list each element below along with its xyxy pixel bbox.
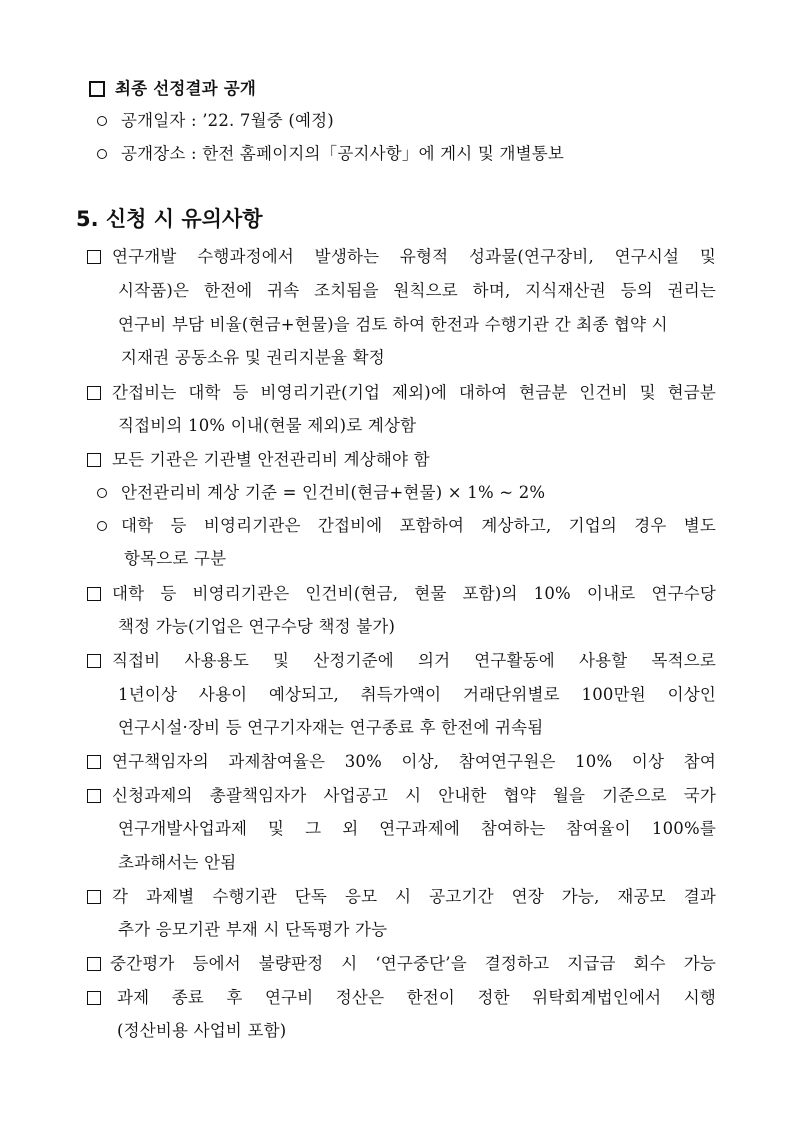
notice-line: (정산비용 사업비 포함): [117, 1021, 287, 1040]
checkbox-square-icon: [87, 755, 101, 769]
announce-place: 공개장소 : 한전 홈페이지의「공지사항」에 게시 및 개별통보: [121, 144, 565, 163]
circle-bullet-icon: [97, 149, 107, 159]
notice-line: 연구개발사업과제 및 그 외 연구과제에 참여하는 참여율이 100%를: [118, 819, 716, 838]
notice-line: 각 과제별 수행기관 단독 응모 시 공고기간 연장 가능, 재공모 결과: [112, 887, 716, 906]
notice-line: 연구개발 수행과정에서 발생하는 유형적 성과물(연구장비, 연구시설 및: [112, 247, 716, 266]
notice-line: 과제 종료 후 연구비 정산은 한전이 정한 위탁회계법인에서 시행: [117, 988, 716, 1007]
checkbox-square-icon: [87, 587, 101, 601]
notice-line: 추가 응모기관 부재 시 단독평가 가능: [118, 920, 388, 939]
circle-bullet-icon: [97, 521, 107, 531]
checkbox-square-icon: [87, 654, 101, 668]
notice-line: 대학 등 비영리기관은 인건비(현금, 현물 포함)의 10% 이내로 연구수당: [112, 584, 716, 603]
section-heading: 5. 신청 시 유의사항: [76, 207, 263, 231]
checkbox-square-icon: [87, 453, 101, 467]
notice-line: 연구비 부담 비율(현금+현물)을 검토 하여 한전과 수행기관 간 최종 협약 시: [118, 315, 668, 334]
notice-line: 1년이상 사용이 예상되고, 취득가액이 거래단위별로 100만원 이상인: [118, 685, 716, 704]
checkbox-square-icon: [87, 250, 101, 264]
checkbox-square-icon: [87, 890, 101, 904]
notice-line: 연구책임자의 과제참여율은 30% 이상, 참여연구원은 10% 이상 참여: [112, 752, 716, 771]
notice-line: 모든 기관은 기관별 안전관리비 계상해야 함: [112, 450, 430, 469]
checkbox-square-icon: [87, 789, 101, 803]
notice-line: 직접비 사용용도 및 산정기준에 의거 연구활동에 사용할 목적으로: [112, 651, 716, 670]
notice-line: 초과해서는 안됨: [118, 853, 237, 872]
notice-line: 중간평가 등에서 불량판정 시 ‘연구중단’을 결정하고 지급금 회수 가능: [110, 954, 716, 973]
checkbox-square-icon: [87, 386, 101, 400]
notice-subline: 항목으로 구분: [124, 549, 227, 568]
notice-subline: 안전관리비 계상 기준 = 인건비(현금+현물) × 1% ~ 2%: [121, 483, 546, 502]
checkbox-square-icon: [87, 957, 101, 971]
notice-line: 신청과제의 총괄책임자가 사업공고 시 안내한 협약 월을 기준으로 국가: [112, 786, 716, 805]
notice-line: 책정 가능(기업은 연구수당 책정 불가): [118, 617, 396, 636]
notice-line: 시작품)은 한전에 귀속 조치됨을 원칙으로 하며, 지식재산권 등의 권리는: [118, 281, 717, 300]
circle-bullet-icon: [97, 488, 107, 498]
notice-line: 연구시설·장비 등 연구기자재는 연구종료 후 한전에 귀속됨: [118, 718, 544, 737]
checkbox-square-icon: [89, 81, 105, 97]
announce-date: 공개일자 : ’22. 7월중 (예정): [121, 111, 334, 130]
final-result-title: 최종 선정결과 공개: [115, 79, 257, 98]
checkbox-square-icon: [87, 991, 101, 1005]
notice-subline: 대학 등 비영리기관은 간접비에 포함하여 계상하고, 기업의 경우 별도: [121, 516, 716, 535]
notice-line: 간접비는 대학 등 비영리기관(기업 제외)에 대하여 현금분 인건비 및 현금분: [112, 383, 716, 402]
notice-line: 직접비의 10% 이내(현물 제외)로 계상함: [118, 416, 417, 435]
notice-line: 지재권 공동소유 및 권리지분율 확정: [121, 348, 385, 367]
circle-bullet-icon: [97, 116, 107, 126]
